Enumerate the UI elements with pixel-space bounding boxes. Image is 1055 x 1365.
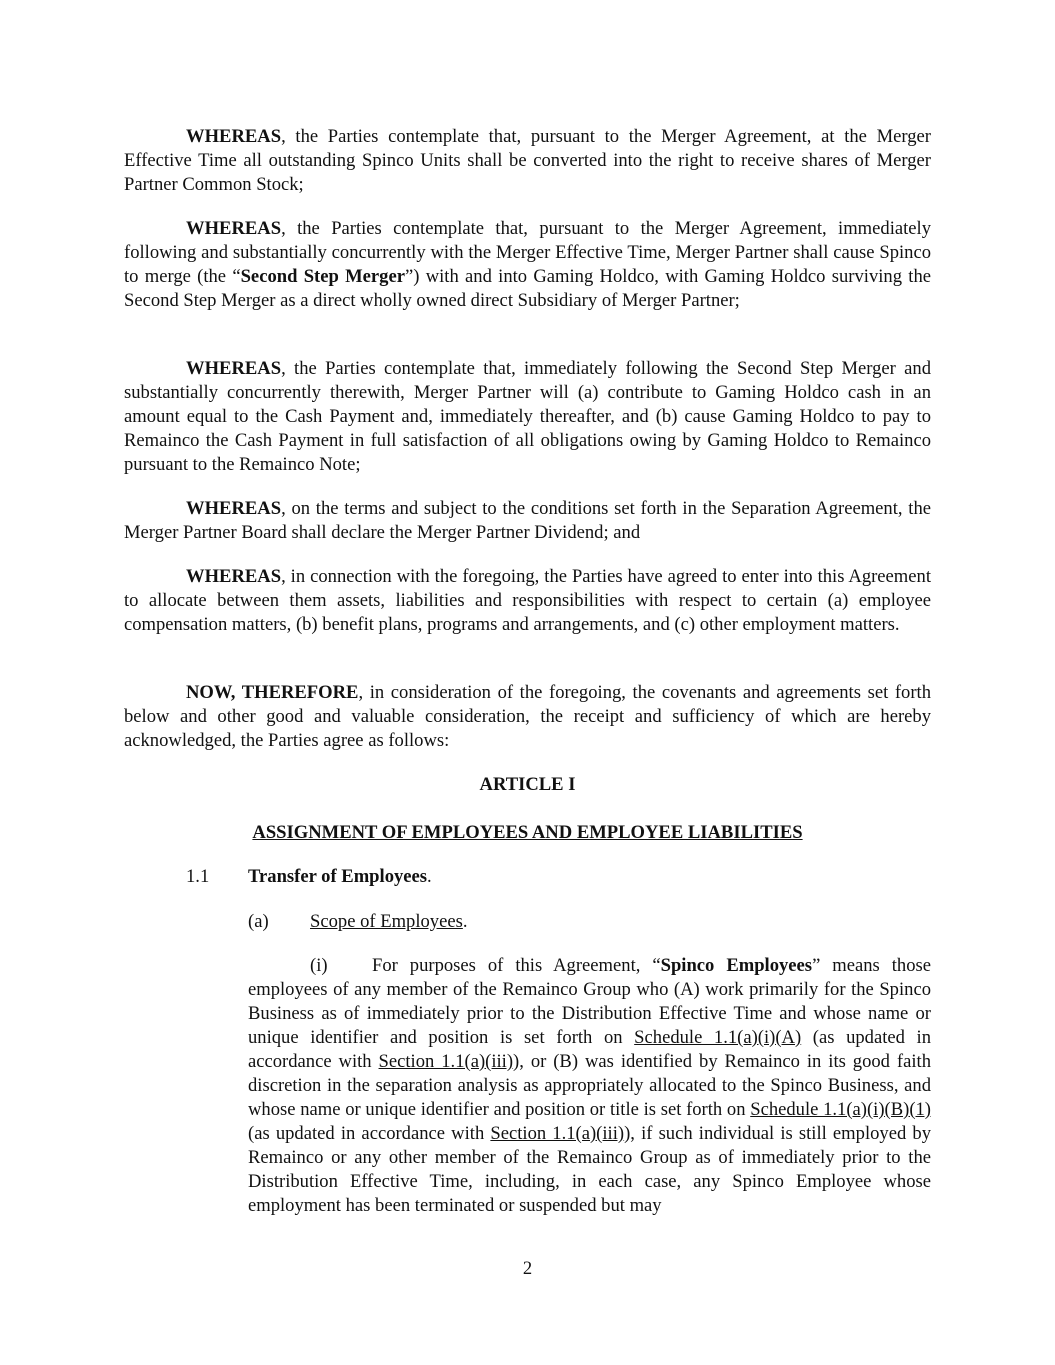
recital-paragraph-3: WHEREAS, the Parties contemplate that, immediately following the Second Step Merger and substantially concurrently therewith, Merger Partner will (a) contribute to Gaming Holdco cash in an amount equal to the Cash Payment and, immediately thereafter, and (b) cause Gaming Holdco to pay to Remainco the Cash Payment in full satisfaction of all obligations owing by Gaming Holdco to Remainco pursuant to the Remainco Note; xyxy=(124,358,931,475)
subsection-label: (a) xyxy=(248,911,269,932)
recital-lead: WHEREAS xyxy=(186,126,282,147)
defined-term: Spinco Employees xyxy=(660,955,813,976)
recital-lead: WHEREAS xyxy=(186,498,282,519)
recital-lead: WHEREAS xyxy=(186,218,282,239)
recital-paragraph-5: WHEREAS, in connection with the foregoing, the Parties have agreed to enter into this Agreement to allocate between them assets, liabilities and responsibilities with respect to certain (a) employee compensation matters, (b) benefit plans, programs and arrangements, and (c) other employment matters. xyxy=(124,566,931,635)
section-reference: Section 1.1(a)(iii) xyxy=(378,1051,514,1072)
recital-paragraph-6: NOW, THEREFORE, in consideration of the foregoing, the covenants and agreements set forth below and other good and valuable consideration, the receipt and sufficiency of which are hereby acknowledged, the Parties agree as follows: xyxy=(124,682,931,751)
recital-paragraph-2: WHEREAS, the Parties contemplate that, pursuant to the Merger Agreement, immediately following and substantially concurrently with the Merger Effective Time, Merger Partner shall cause Spinco to merge (the “Second Step Merger”) with and into Gaming Holdco, with Gaming Holdco surviving the Second Step Merger as a direct wholly owned direct Subsidiary of Merger Partner; xyxy=(124,218,931,311)
defined-term: Second Step Merger xyxy=(240,266,405,287)
section-heading: 1.1 Transfer of Employees. xyxy=(186,866,432,887)
subsection-heading: (a) Scope of Employees. xyxy=(248,911,468,932)
subsection-title: Scope of Employees xyxy=(310,911,463,932)
article-number: ARTICLE I xyxy=(479,774,576,795)
article-title: ASSIGNMENT OF EMPLOYEES AND EMPLOYEE LIABILITIES xyxy=(252,822,803,843)
clause-label: (i) xyxy=(310,955,328,976)
schedule-reference: Schedule 1.1(a)(i)(A) xyxy=(634,1027,802,1048)
recital-lead: NOW, THEREFORE xyxy=(186,682,359,703)
recital-lead: WHEREAS xyxy=(186,358,282,379)
recital-lead: WHEREAS xyxy=(186,566,282,587)
section-reference: Section 1.1(a)(iii) xyxy=(490,1123,625,1144)
section-number: 1.1 xyxy=(186,866,210,887)
recital-paragraph-4: WHEREAS, on the terms and subject to the conditions set forth in the Separation Agreement, the Merger Partner Board shall declare the Merger Partner Dividend; and xyxy=(124,498,931,543)
schedule-reference: Schedule 1.1(a)(i)(B)(1) xyxy=(750,1099,931,1120)
page-number: 2 xyxy=(522,1258,533,1279)
recital-paragraph-1: WHEREAS, the Parties contemplate that, pursuant to the Merger Agreement, at the Merger Effective Time all outstanding Spinco Units shall be converted into the right to receive shares of Merger Partner Common Stock; xyxy=(124,126,931,195)
clause-i: (i) For purposes of this Agreement, “Spinco Employees” means those employees of any member of the Remainco Group who (A) work primarily for the Spinco Business as of immediately prior to the Distribution Effective Time and whose name or unique identifier and position is set forth on Schedule 1.1(a)(i)(A) (as updated in accordance with Section 1.1(a)(iii)), or (B) was identified by Remainco in its good faith discretion in the separation analysis as appropriately allocated to the Spinco Business, and whose name or unique identifier and position or title is set forth on Schedule 1.1(a)(i)(B)(1) (as updated in accordance with Section 1.1(a)(iii)), if such individual is still employed by Remainco or any other member of the Remainco Group as of immediately prior to the Distribution Effective Time, including, in each case, any Spinco Employee whose employment has been terminated or suspended but may xyxy=(248,955,932,1216)
section-title: Transfer of Employees xyxy=(248,866,428,887)
